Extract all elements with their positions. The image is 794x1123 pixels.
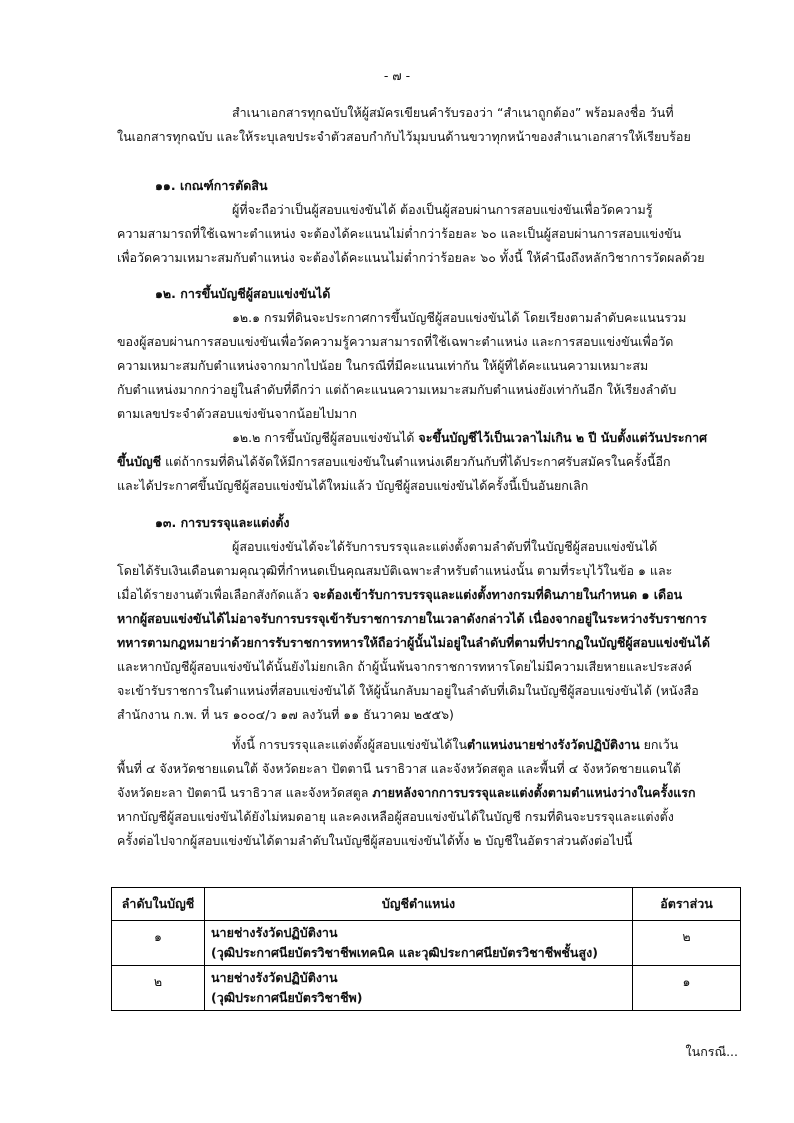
section-13-line-1: ผู้สอบแข่งขันได้จะได้รับการบรรจุและแต่งตั้งตามลำดับที่ในบัญชีผู้สอบแข่งขันได้ [232, 539, 658, 554]
section-13-line-11: จังหวัดยะลา ปัตตานี นราธิวาส และจังหวัดสตูล ภายหลังจากการบรรจุและแต่งตั้งตามตำแหน่งว่างในครั้งแรก [117, 785, 696, 800]
table-row [112, 921, 741, 966]
section-12-1-line-4: กับตำแหน่งมากกว่าอยู่ในลำดับที่ดีกว่า แต่ถ้าคะแนนความเหมาะสมกับตำแหน่งยังเท่ากันอีก ให้เรียงลำดับ [117, 382, 677, 397]
section-11-heading: ๑๑. เกณฑ์การตัดสิน [155, 178, 268, 193]
section-13-line-9: ทั้งนี้ การบรรจุและแต่งตั้งผู้สอบแข่งขันได้ในตำแหน่งนายช่างรังวัดปฏิบัติงาน ยกเว้น [232, 737, 679, 752]
table-header-row [112, 888, 741, 921]
intro-line-2: ในเอกสารทุกฉบับ และให้ระบุเลขประจำตัวสอบกำกับไว้มุมบนด้านขวาทุกหน้าของสำเนาเอกสารให้เรียบร้อย [117, 129, 691, 144]
section-13-line-8: สำนักงาน ก.พ. ที่ นร ๑๐๐๔/ว ๑๗ ลงวันที่ ๑๑ ธันวาคม ๒๕๕๖) [117, 707, 454, 722]
section-11-line-3: เพื่อวัดความเหมาะสมกับตำแหน่ง จะต้องได้คะแนนไม่ต่ำกว่าร้อยละ ๖๐ ทั้งนี้ ให้คำนึงถึงหลักวิชาการวัดผลด้วย [117, 250, 705, 265]
section-13-line-5: ทหารตามกฎหมายว่าด้วยการรับราชการทหารให้ถือว่าผู้นั้นไม่อยู่ในลำดับที่ตามที่ปรากฏในบัญชีผู้สอบแข่งขันได้ [117, 635, 710, 650]
row-order: ๒ [112, 966, 205, 1011]
header-ratio: อัตราส่วน [633, 888, 741, 921]
row-ratio: ๒ [633, 921, 741, 966]
row-order: ๑ [112, 921, 205, 966]
section-13-line-2: โดยได้รับเงินเดือนตามคุณวุฒิที่กำหนดเป็นคุณสมบัติเฉพาะสำหรับตำแหน่งนั้น ตามที่ระบุไว้ในข้อ ๑ และ [117, 563, 673, 578]
section-12-2-line-1: ๑๒.๒ การขึ้นบัญชีผู้สอบแข่งขันได้ จะขึ้นบัญชีไว้เป็นเวลาไม่เกิน ๒ ปี นับตั้งแต่วันประกาศ [232, 430, 708, 445]
row-position [205, 966, 633, 1011]
section-12-1-line-3: ความเหมาะสมกับตำแหน่งจากมากไปน้อย ในกรณีที่มีคะแนนเท่ากัน ให้ผู้ที่ได้คะแนนความเหมาะสม [117, 358, 649, 373]
row-position-qualification: (วุฒิประกาศนียบัตรวิชาชีพเทคนิค และวุฒิประกาศนียบัตรวิชาชีพชั้นสูง) [211, 945, 598, 960]
row-ratio: ๑ [633, 966, 741, 1011]
section-11-line-2: ความสามารถที่ใช้เฉพาะตำแหน่ง จะต้องได้คะแนนไม่ต่ำกว่าร้อยละ ๖๐ และเป็นผู้สอบผ่านการสอบแข่งขัน [117, 226, 682, 241]
header-order: ลำดับในบัญชี [112, 888, 205, 921]
section-13-heading: ๑๓. การบรรจุและแต่งตั้ง [155, 515, 290, 530]
row-position-title: นายช่างรังวัดปฏิบัติงาน [211, 925, 338, 940]
section-13-line-10: พื้นที่ ๔ จังหวัดชายแดนใต้ จังหวัดยะลา ปัตตานี นราธิวาส และจังหวัดสตูล และพื้นที่ ๔ จังหวัดชายแดนใต้ [117, 761, 681, 776]
page-number: - ๗ - [383, 68, 411, 83]
intro-line-1: สำเนาเอกสารทุกฉบับให้ผู้สมัครเขียนคำรับรองว่า “สำเนาถูกต้อง” พร้อมลงชื่อ วันที่ [232, 105, 674, 120]
section-12-heading: ๑๒. การขึ้นบัญชีผู้สอบแข่งขันได้ [155, 286, 331, 301]
header-position: บัญชีตำแหน่ง [205, 888, 633, 921]
section-12-2-line-2: ขึ้นบัญชี แต่ถ้ากรมที่ดินได้จัดให้มีการสอบแข่งขันในตำแหน่งเดียวกันกับที่ได้ประกาศรับสมัครในครั้งนี้อีก [117, 454, 671, 469]
section-13-line-7: จะเข้ารับราชการในตำแหน่งที่สอบแข่งขันได้ ให้ผู้นั้นกลับมาอยู่ในลำดับที่เดิมในบัญชีผู้สอบแข่งขันได้ (หนังสือ [117, 683, 699, 698]
section-13-line-13: ครั้งต่อไปจากผู้สอบแข่งขันได้ตามลำดับในบัญชีผู้สอบแข่งขันได้ทั้ง ๒ บัญชีในอัตราส่วนดังต่อไปนี้ [117, 833, 633, 848]
section-12-1-line-5: ตามเลขประจำตัวสอบแข่งขันจากน้อยไปมาก [117, 406, 357, 421]
section-13-line-3: เมื่อได้รายงานตัวเพื่อเลือกสังกัดแล้ว จะต้องเข้ารับการบรรจุและแต่งตั้งทางกรมที่ดินภายในกำหนด ๑ เดือน [117, 587, 683, 602]
table-row [112, 966, 741, 1011]
row-position [205, 921, 633, 966]
section-13-line-6: และหากบัญชีผู้สอบแข่งขันได้นั้นยังไม่ยกเลิก ถ้าผู้นั้นพ้นจากราชการทหารโดยไม่มีความเสียหายและประสงค์ [117, 659, 693, 674]
section-13-line-4: หากผู้สอบแข่งขันได้ไม่อาจรับการบรรจุเข้ารับราชการภายในเวลาดังกล่าวได้ เนื่องจากอยู่ในระหว่างรับราชการ [117, 611, 707, 626]
continuation-text: ในกรณี... [685, 1044, 738, 1059]
section-13-line-12: หากบัญชีผู้สอบแข่งขันได้ยังไม่หมดอายุ และคงเหลือผู้สอบแข่งขันได้ในบัญชี กรมที่ดินจะบรรจุและแต่งตั้ง [117, 809, 674, 824]
row-position-qualification: (วุฒิประกาศนียบัตรวิชาชีพ) [211, 990, 363, 1005]
section-12-1-line-1: ๑๒.๑ กรมที่ดินจะประกาศการขึ้นบัญชีผู้สอบแข่งขันได้ โดยเรียงตามลำดับคะแนนรวม [232, 310, 687, 325]
section-12-1-line-2: ของผู้สอบผ่านการสอบแข่งขันเพื่อวัดความรู้ความสามารถที่ใช้เฉพาะตำแหน่ง และการสอบแข่งขันเพื่อวัด [117, 334, 674, 349]
ratio-table [111, 887, 741, 1011]
section-12-2-line-3: และได้ประกาศขึ้นบัญชีผู้สอบแข่งขันได้ใหม่แล้ว บัญชีผู้สอบแข่งขันได้ครั้งนี้เป็นอันยกเลิก [117, 478, 589, 493]
row-position-title: นายช่างรังวัดปฏิบัติงาน [211, 970, 338, 985]
section-11-line-1: ผู้ที่จะถือว่าเป็นผู้สอบแข่งขันได้ ต้องเป็นผู้สอบผ่านการสอบแข่งขันเพื่อวัดความรู้ [232, 202, 653, 217]
